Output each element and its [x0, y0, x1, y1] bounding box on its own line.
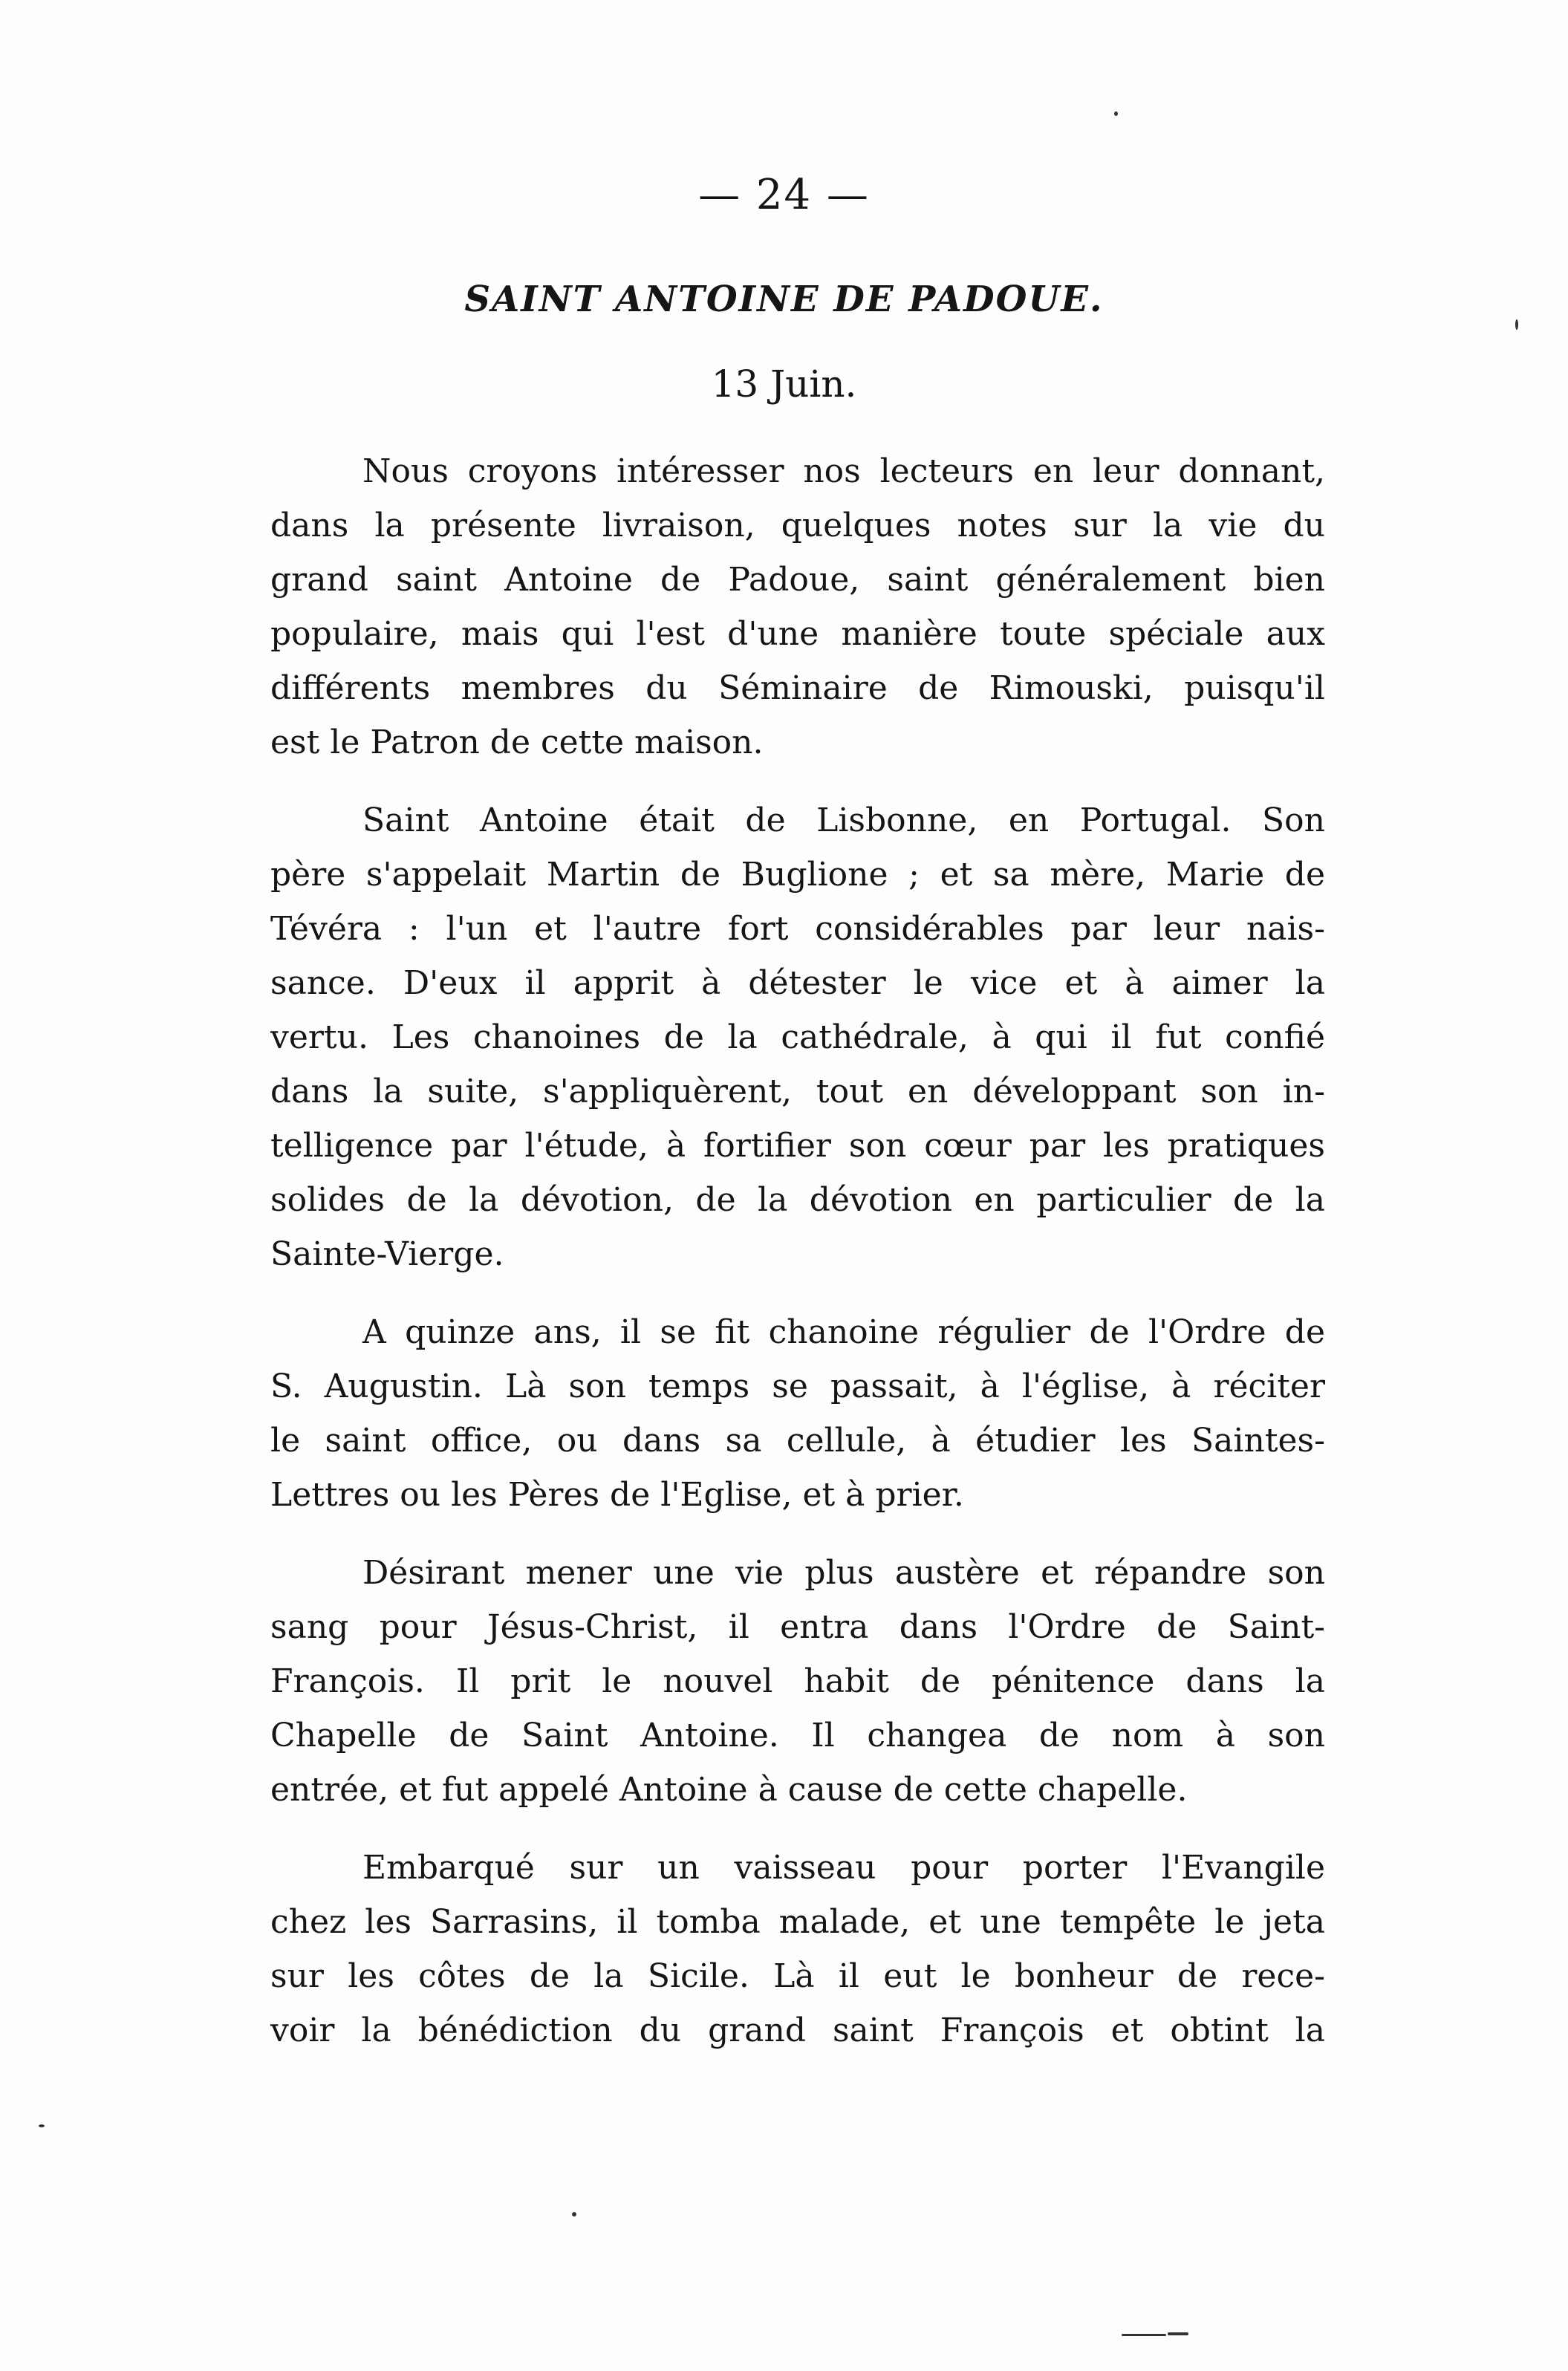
text-line: entrée, et fut appelé Antoine à cause de cette chapelle.	[270, 1771, 1188, 1809]
text-line: Chapelle de Saint Antoine. Il changea de nom à son	[270, 1717, 1325, 1754]
scan-speck	[1122, 2334, 1166, 2336]
page-number: — 24 —	[698, 171, 870, 219]
text-line: François. Il prit le nouvel habit de pénitence dans la	[270, 1662, 1325, 1700]
text-line: est le Patron de cette maison.	[270, 723, 764, 761]
text-line: dans la présente livraison, quelques notes sur la vie du	[270, 507, 1325, 544]
paragraph-4	[270, 1546, 1325, 1817]
text-line: Nous croyons intéresser nos lecteurs en leur donnant,	[362, 452, 1325, 490]
text-line: Désirant mener une vie plus austère et répandre son	[362, 1554, 1325, 1592]
text-line: A quinze ans, il se fit chanoine régulier de l'Ordre de	[362, 1313, 1325, 1351]
paragraph-5	[270, 1841, 1325, 2058]
text-line: Embarqué sur un vaisseau pour porter l'Evangile	[362, 1849, 1325, 1887]
scan-speck	[1515, 319, 1518, 330]
text-line: sang pour Jésus-Christ, il entra dans l'Ordre de Saint-	[270, 1608, 1325, 1646]
paragraph-1	[270, 444, 1325, 770]
text-line: Lettres ou les Pères de l'Eglise, et à prier.	[270, 1476, 964, 1514]
text-line: populaire, mais qui l'est d'une manière toute spéciale aux	[270, 615, 1325, 653]
feast-date: 13 Juin.	[711, 362, 857, 406]
text-line: vertu. Les chanoines de la cathédrale, à qui il fut confié	[270, 1018, 1325, 1056]
text-line: sur les côtes de la Sicile. Là il eut le bonheur de rece-	[270, 1957, 1325, 1995]
text-line: différents membres du Séminaire de Rimouski, puisqu'il	[270, 669, 1325, 707]
text-line: S. Augustin. Là son temps se passait, à l'église, à réciter	[270, 1367, 1325, 1405]
body-text	[270, 444, 1325, 2081]
text-line: telligence par l'étude, à fortifier son cœur par les pratiques	[270, 1127, 1325, 1165]
text-line: Tévéra : l'un et l'autre fort considérables par leur nais-	[270, 910, 1325, 948]
scan-speck	[1114, 111, 1118, 116]
text-line: sance. D'eux il apprit à détester le vice et à aimer la	[270, 964, 1325, 1002]
scan-speck	[39, 2124, 45, 2127]
text-line: grand saint Antoine de Padoue, saint généralement bien	[270, 561, 1325, 599]
text-line: le saint office, ou dans sa cellule, à étudier les Saintes-	[270, 1422, 1325, 1460]
text-line: Saint Antoine était de Lisbonne, en Portugal. Son	[362, 801, 1325, 839]
chapter-title: SAINT ANTOINE DE PADOUE.	[464, 279, 1104, 320]
text-line: solides de la dévotion, de la dévotion en particulier de la	[270, 1181, 1325, 1219]
scan-speck	[572, 2212, 576, 2216]
text-line: père s'appelait Martin de Buglione ; et sa mère, Marie de	[270, 856, 1325, 894]
paragraph-2	[270, 793, 1325, 1281]
text-line: dans la suite, s'appliquèrent, tout en développant son in-	[270, 1073, 1325, 1110]
text-line: voir la bénédiction du grand saint François et obtint la	[270, 2011, 1325, 2049]
paragraph-3	[270, 1305, 1325, 1522]
text-line: chez les Sarrasins, il tomba malade, et une tempête le jeta	[270, 1903, 1325, 1941]
scan-speck	[1168, 2332, 1188, 2335]
text-line: Sainte-Vierge.	[270, 1235, 504, 1273]
